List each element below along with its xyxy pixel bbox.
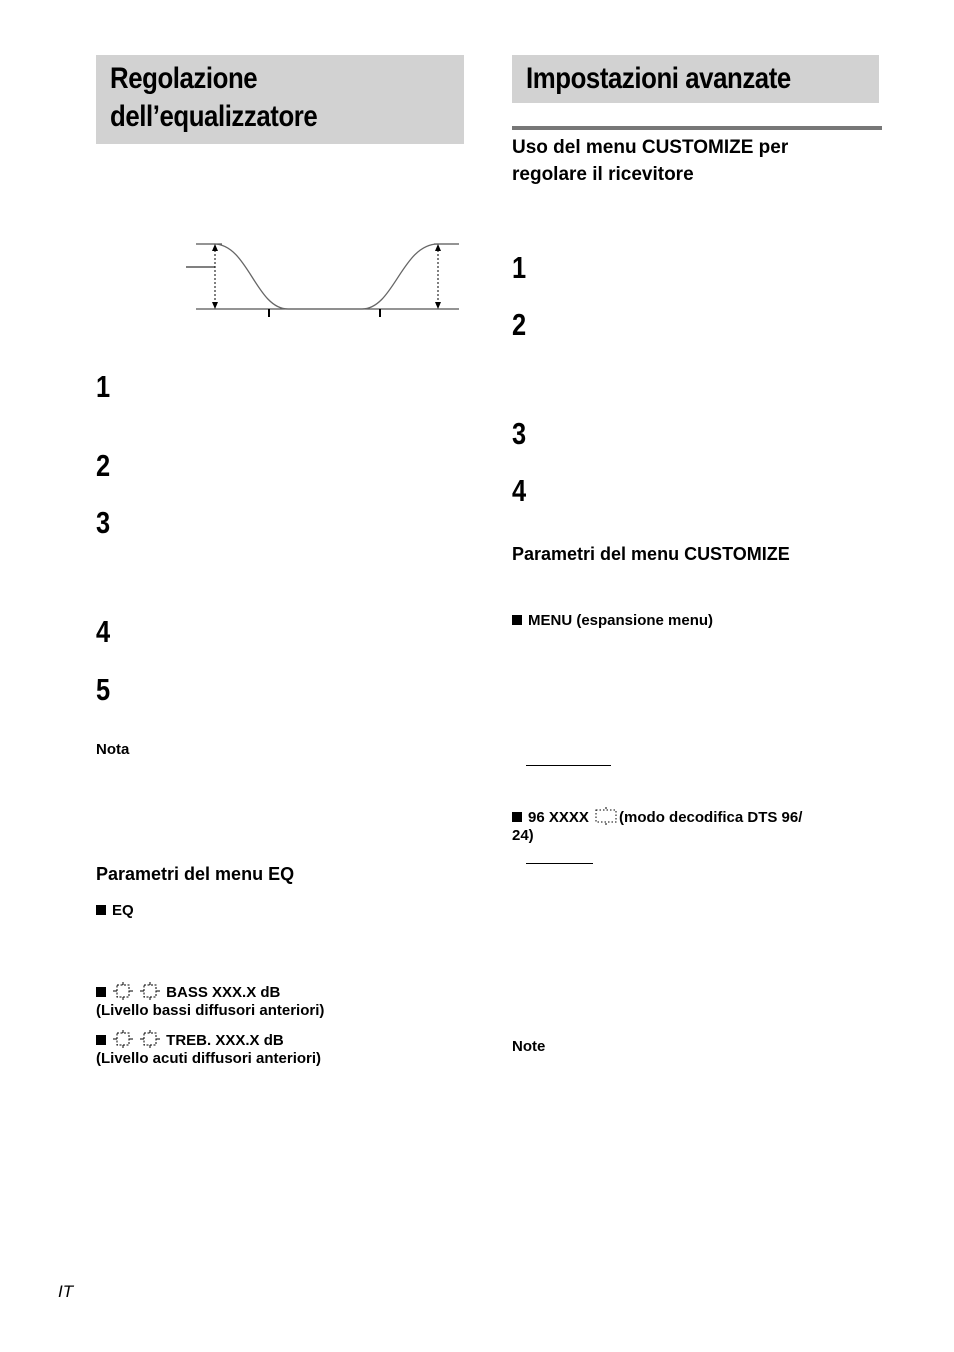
left-title: [96, 55, 464, 144]
bass-item-label: BASS XXX.X dB: [166, 984, 281, 1001]
customize-params-heading: Parametri del menu CUSTOMIZE: [512, 544, 790, 564]
dts-item-line2: 24): [512, 827, 534, 844]
speaker-icon: [134, 1030, 162, 1048]
left-title-line1: Regolazione: [110, 62, 258, 95]
bullet-square: [512, 615, 522, 625]
right-subtitle: [512, 134, 788, 188]
eq-curve-diagram: [186, 236, 462, 322]
page-language: IT: [58, 1282, 74, 1301]
menu-item: [512, 612, 713, 630]
right-step-1: 1: [512, 250, 527, 285]
bullet-square: [96, 987, 106, 997]
right-title: [512, 55, 879, 103]
bass-item-desc: (Livello bassi diffusori anteriori): [96, 1002, 325, 1019]
treb-item: [96, 1030, 321, 1068]
right-subtitle-line2: regolare il ricevitore: [512, 164, 694, 185]
underline-rule: [526, 863, 593, 864]
bullet-square: [512, 812, 522, 822]
right-step-4: 4: [512, 473, 527, 508]
dts-indicator-icon: [593, 807, 619, 825]
section-rule: [512, 126, 882, 130]
left-step-5: 5: [96, 672, 111, 707]
left-step-2: 2: [96, 448, 111, 483]
speaker-icon: [112, 1030, 134, 1048]
eq-item-label: EQ: [112, 902, 134, 919]
bullet-square: [96, 905, 106, 915]
right-subtitle-line1: Uso del menu CUSTOMIZE per: [512, 137, 789, 158]
menu-item-label: MENU (espansione menu): [528, 612, 714, 629]
left-step-1: 1: [96, 369, 111, 404]
speaker-icon: [134, 982, 162, 1000]
left-step-3: 3: [96, 505, 111, 540]
dts-item: [512, 807, 882, 845]
speaker-icon: [112, 982, 134, 1000]
bass-item: [96, 982, 324, 1020]
underline-rule: [526, 765, 611, 766]
left-step-4: 4: [96, 614, 111, 649]
left-nota-label: Nota: [96, 741, 130, 758]
left-title-line2: dell’equalizzatore: [110, 100, 318, 133]
right-step-2: 2: [512, 307, 527, 342]
treb-item-label: TREB. XXX.X dB: [166, 1032, 284, 1049]
dts-item-suffix: (modo decodifica DTS 96/: [619, 809, 803, 826]
dts-item-prefix: 96 XXXX: [528, 809, 589, 826]
eq-params-heading: Parametri del menu EQ: [96, 864, 295, 884]
right-title-text: Impostazioni avanzate: [526, 62, 791, 95]
eq-item: [96, 902, 134, 920]
right-note-label: Note: [512, 1038, 546, 1055]
right-step-3: 3: [512, 416, 527, 451]
treb-item-desc: (Livello acuti diffusori anteriori): [96, 1050, 322, 1067]
bullet-square: [96, 1035, 106, 1045]
